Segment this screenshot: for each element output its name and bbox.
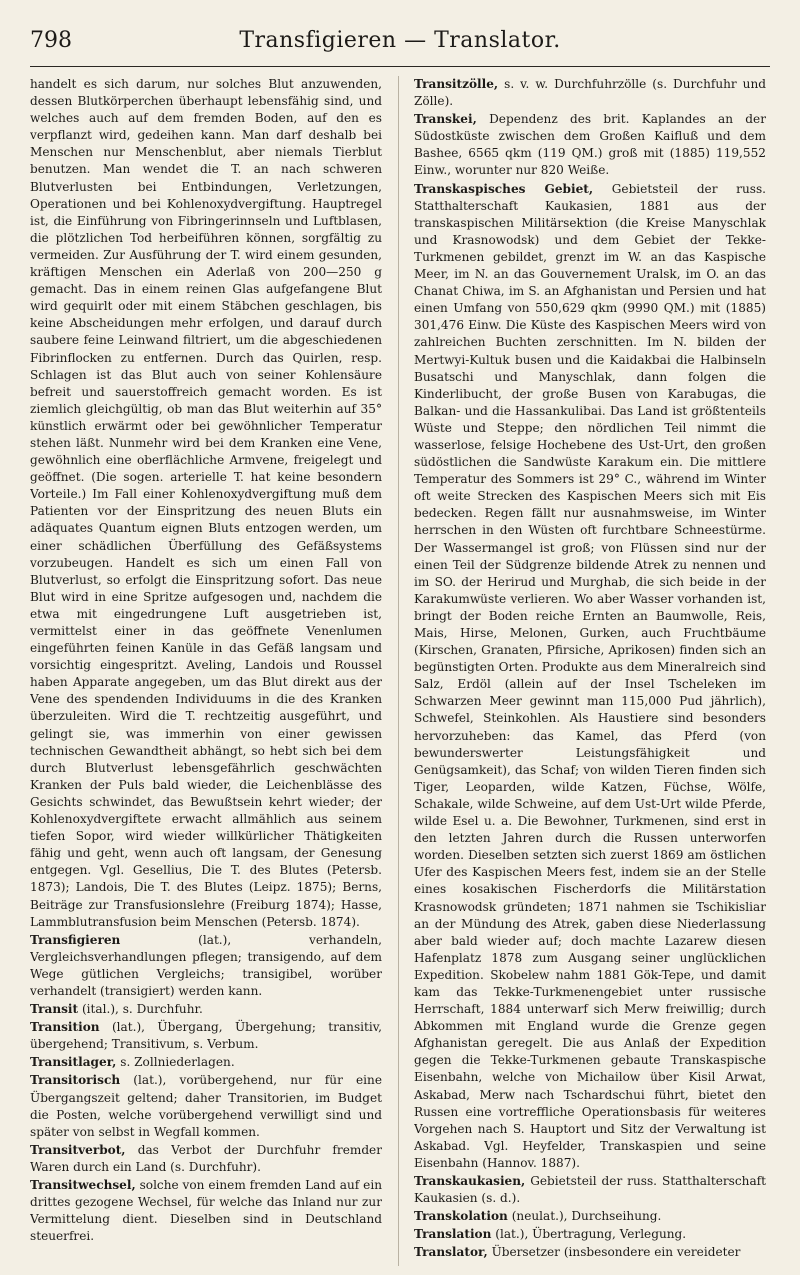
entry-headword: Translator,: [414, 1245, 488, 1260]
dictionary-entry: [30, 932, 382, 1000]
dictionary-entry: [30, 1019, 382, 1053]
entry-text: (ital.), s. Durchfuhr.: [78, 1002, 203, 1017]
dictionary-entry: [414, 76, 766, 110]
entry-text: Gebietsteil der russ. Statthalterschaft Kaukasien, 1881 aus der transkaspischen Militärsektion (die Kreise Manyschlak und Krasnowodsk) und dem Gebiet der Tekke-Turkmenen gebildet, grenzt im W. an das Kaspische Meer, im N. an das Gouvernement Uralsk, im O. an das Chanat Chiwa, im S. an Afghanistan und Persien und hat einen Umfang von 550,629 qkm (9990 QM.) mit (1885) 301,476 Einw. Die Küste des Kaspischen Meers wird von zahlreichen Buchten zerschnitten. Im N. bilden der Mertwyi-Kultuk busen und die Kaidakbai die Halbinseln Busatschi und Manyschlak, dann folgen die Kinderlibucht, der große Busen von Karabugas, die Balkan- und die Hassankulibai. Das Land ist größtenteils Wüste und Steppe; den nördlichen Teil nimmt die wasserlose, felsige Hochebene des Ust-Urt, den großen südöstlichen die Sandwüste Karakum ein. Die mittlere Temperatur des Sommers ist 29° C., während im Winter oft weite Strecken des Kaspischen Meers sich mit Eis bedecken. Regen fällt nur ausnahmsweise, im Winter herrschen in den Wüsten oft furchtbare Schneestürme. Der Wassermangel ist groß; von Flüssen sind nur der einen Teil der Südgrenze bildende Atrek zu nennen und im SO. der Herirud und Murghab, die sich beide in der Karakumwüste verlieren. Wo aber Wasser vorhanden ist, bringt der Boden reiche Ernten an Baumwolle, Reis, Mais, Hirse, Melonen, Gurken, auch Fruchtbäume (Kirschen, Granaten, Pfirsiche, Aprikosen) finden sich an begünstigten Orten. Produkte aus dem Mineralreich sind Salz, Erdöl (allein auf der Insel Tscheleken im Schwarzen Meer gewinnt man 115,000 Pud jährlich), Schwefel, Steinkohlen. Als Haustiere sind besonders hervorzuheben: das Kamel, das Pferd (von bewunderswerter Leistungsfähigkeit und Genügsamkeit), das Schaf; von wilden Tieren finden sich Tiger, Leoparden, wilde Katzen, Füchse, Wölfe, Schakale, wilde Schweine, auf dem Ust-Urt wilde Pferde, wilde Esel u. a. Die Bewohner, Turkmenen, sind erst in den letzten Jahren durch die Russen unterworfen worden. Dieselben setzten sich zuerst 1869 am östlichen Ufer des Kaspischen Meers fest, indem sie an der Stelle eines kosakischen Fischerdorfs die Militärstation Krasnowodsk gründeten; 1871 nahmen sie Tschikisliar an der Mündung des Atrek, gaben diese Niederlassung aber bald wieder auf; doch machte Lazarew diesen Hafenplatz 1878 zum Ausgang seiner unglücklichen Expedition. Skobelew nahm 1881 Gök-Tepe, und damit kam das Tekke-Turkmenengebiet unter russische Herrschaft, 1884 unterwarf sich Merw freiwillig; durch Abkommen mit England wurde die Grenze gegen Afghanistan geregelt. Die aus Anlaß der Expedition gegen die Tekke-Turkmenen gebaute Transkaspische Eisenbahn, welche von Michailow über Kisil Arwat, Askabad, Merw nach Tschardschui führt, bietet den Russen eine vortreffliche Operationsbasis für weiteres Vorgehen nach S. Hauptort und Sitz der Verwaltung ist Askabad. Vgl. Heyfelder, Transkaspien und seine Eisenbahn (Hannov. 1887).: [414, 181, 766, 1170]
page-header: [30, 26, 770, 67]
entry-text: Übersetzer (insbesondere ein vereideter: [487, 1245, 741, 1260]
entry-headword: Transitverbot,: [30, 1142, 126, 1157]
entry-headword: Transkaukasien,: [414, 1174, 526, 1188]
entry-text: Dependenz des brit. Kaplandes an der Südostküste zwischen dem Großen Kaifluß und dem Bashee, 6565 qkm (119 QM.) groß mit (1885) 119,552 Einw., worunter nur 820 Weiße.: [414, 112, 766, 178]
entry-headword: Transfigieren: [30, 932, 121, 947]
entry-headword: Transitwechsel,: [30, 1178, 136, 1192]
text-columns: [30, 76, 772, 1266]
column-divider: [398, 76, 399, 1266]
entry-headword: Transitorisch: [30, 1073, 121, 1088]
entry-text: handelt es sich darum, nur solches Blut anzuwenden, dessen Blutkörperchen überhaupt lebensfähig sind, und welches auch auf dem fremden Boden, auf den es verpflanzt wird, gedeihen kann. Man darf deshalb bei Menschen nur Menschenblut, aber niemals Tierblut benutzen. Man wendet die T. an nach schweren Blutverlusten bei Entbindungen, Verletzungen, Operationen und bei Kohlenoxydvergiftung. Hauptregel ist, die Einführung von Fibringerinnseln und Luftblasen, die plötzlichen Tod herbeiführen können, sorgfältig zu vermeiden. Zur Ausführung der T. wird einem gesunden, kräftigen Menschen ein Aderlaß von 200—250 g gemacht. Das in einem reinen Glas aufgefangene Blut wird gequirlt oder mit einem Stäbchen geschlagen, bis keine Abscheidungen mehr erfolgen, und darauf durch saubere feine Leinwand filtriert, um die abgeschiedenen Fibrinflocken zu entfernen. Durch das Quirlen, resp. Schlagen ist das Blut auch von seiner Kohlensäure befreit und sauerstoffreich gemacht worden. Es ist ziemlich gleichgültig, ob man das Blut weiterhin auf 35° künstlich erwärmt oder bei gewöhnlicher Temperatur stehen läßt. Nunmehr wird bei dem Kranken eine Vene, gewöhnlich eine oberflächliche Armvene, freigelegt und geöffnet. (Die sogen. arterielle T. hat keine besondern Vorteile.) Im Fall einer Kohlenoxydvergiftung muß dem Patienten vor der Einspritzung des neuen Bluts ein adäquates Quantum eignen Bluts entzogen werden, um einer schädlichen Überfüllung des Gefäßsystems vorzubeugen. Handelt es sich um einen Fall von Blutverlust, so erfolgt die Einspritzung sofort. Das neue Blut wird in eine Spritze aufgesogen und, nachdem die etwa mit eingedrungene Luft ausgetrieben ist, vermittelst einer in das geöffnete Venenlumen eingeführten feinen Kanüle in das Gefäß langsam und vorsichtig eingespritzt. Aveling, Landois und Roussel haben Apparate angegeben, um das Blut direkt aus der Vene des spendenden Individuums in die des Kranken überzuleiten. Wird die T. rechtzeitig ausgeführt, und gelingt sie, was immerhin von einer gewissen technischen Gewandtheit abhängt, so hebt sich bei dem durch Blutverlust lebensgefährlich geschwächten Kranken der Puls bald wieder, die Leichenblässe des Gesichts schwindet, das Bewußtsein kehrt wieder; der Kohlenoxydvergiftete erwacht allmählich aus seinem tiefen Sopor, wird wieder willkürlicher Thätigkeiten fähig und geht, wenn auch oft langsam, der Genesung entgegen. Vgl. Gesellius, Die T. des Blutes (Petersb. 1873); Landois, Die T. des Blutes (Leipz. 1875); Berns, Beiträge zur Transfusionslehre (Freiburg 1874); Hasse, Lammblutransfusion beim Menschen (Petersb. 1874).: [30, 77, 382, 929]
running-head: Transfigieren — Translator.: [239, 28, 561, 53]
dictionary-entry: [30, 1072, 382, 1140]
dictionary-entry: [30, 1142, 382, 1176]
entry-text: s. Zollniederlagen.: [116, 1055, 235, 1070]
entry-headword: Transitlager,: [30, 1055, 117, 1070]
entry-text: das Verbot der Durchfuhr fremder Waren durch ein Land (s. Durchfuhr).: [30, 1142, 382, 1174]
entry-text: (lat.), Übertragung, Verlegung.: [491, 1227, 687, 1242]
entry-headword: Transkei,: [414, 112, 477, 127]
entry-headword: Transitzölle,: [414, 77, 499, 91]
entry-text: (neulat.), Durchseihung.: [507, 1209, 662, 1224]
entry-text: (lat.), Übergang, Übergehung; transitiv, übergehend; Transitivum, s. Verbum.: [30, 1020, 382, 1052]
entry-text: Gebietsteil der russ. Statthalterschaft Kaukasien (s. d.).: [414, 1174, 766, 1206]
left-column: [30, 76, 382, 1266]
entry-headword: Transition: [30, 1020, 100, 1035]
dictionary-entry: [414, 111, 766, 179]
dictionary-entry: [414, 1173, 766, 1207]
entry-text: (lat.), verhandeln, Vergleichsverhandlungen pflegen; transigendo, auf dem Wege gütlichen Vergleichs; transigibel, worüber verhandelt (transigiert) werden kann.: [30, 932, 382, 998]
entry-text: (lat.), vorübergehend, nur für eine Übergangszeit geltend; daher Transitorien, im Budget die Posten, welche vorübergehend verwilligt sind und später von selbst in Wegfall kommen.: [30, 1073, 382, 1139]
dictionary-entry: [30, 1177, 382, 1245]
dictionary-entry: [414, 1226, 766, 1243]
dictionary-entry: [414, 1208, 766, 1225]
entry-text: solche von einem fremden Land auf ein drittes gezogene Wechsel, für welche das Inland nur zur Vermittelung dient. Dieselben sind in Deutschland steuerfrei.: [30, 1178, 382, 1244]
entry-headword: Transit: [30, 1002, 79, 1017]
dictionary-entry: [414, 181, 766, 1172]
dictionary-entry: [414, 1244, 766, 1261]
right-column: [414, 76, 766, 1266]
page-number: 798: [30, 28, 72, 53]
continued-paragraph: [30, 76, 382, 931]
dictionary-entry: [30, 1054, 382, 1071]
entry-headword: Translation: [414, 1227, 492, 1242]
entry-headword: Transkolation: [414, 1209, 508, 1224]
entry-headword: Transkaspisches Gebiet,: [414, 181, 594, 196]
dictionary-entry: [30, 1001, 382, 1018]
entry-text: s. v. w. Durchfuhrzölle (s. Durchfuhr und Zölle).: [414, 77, 766, 109]
